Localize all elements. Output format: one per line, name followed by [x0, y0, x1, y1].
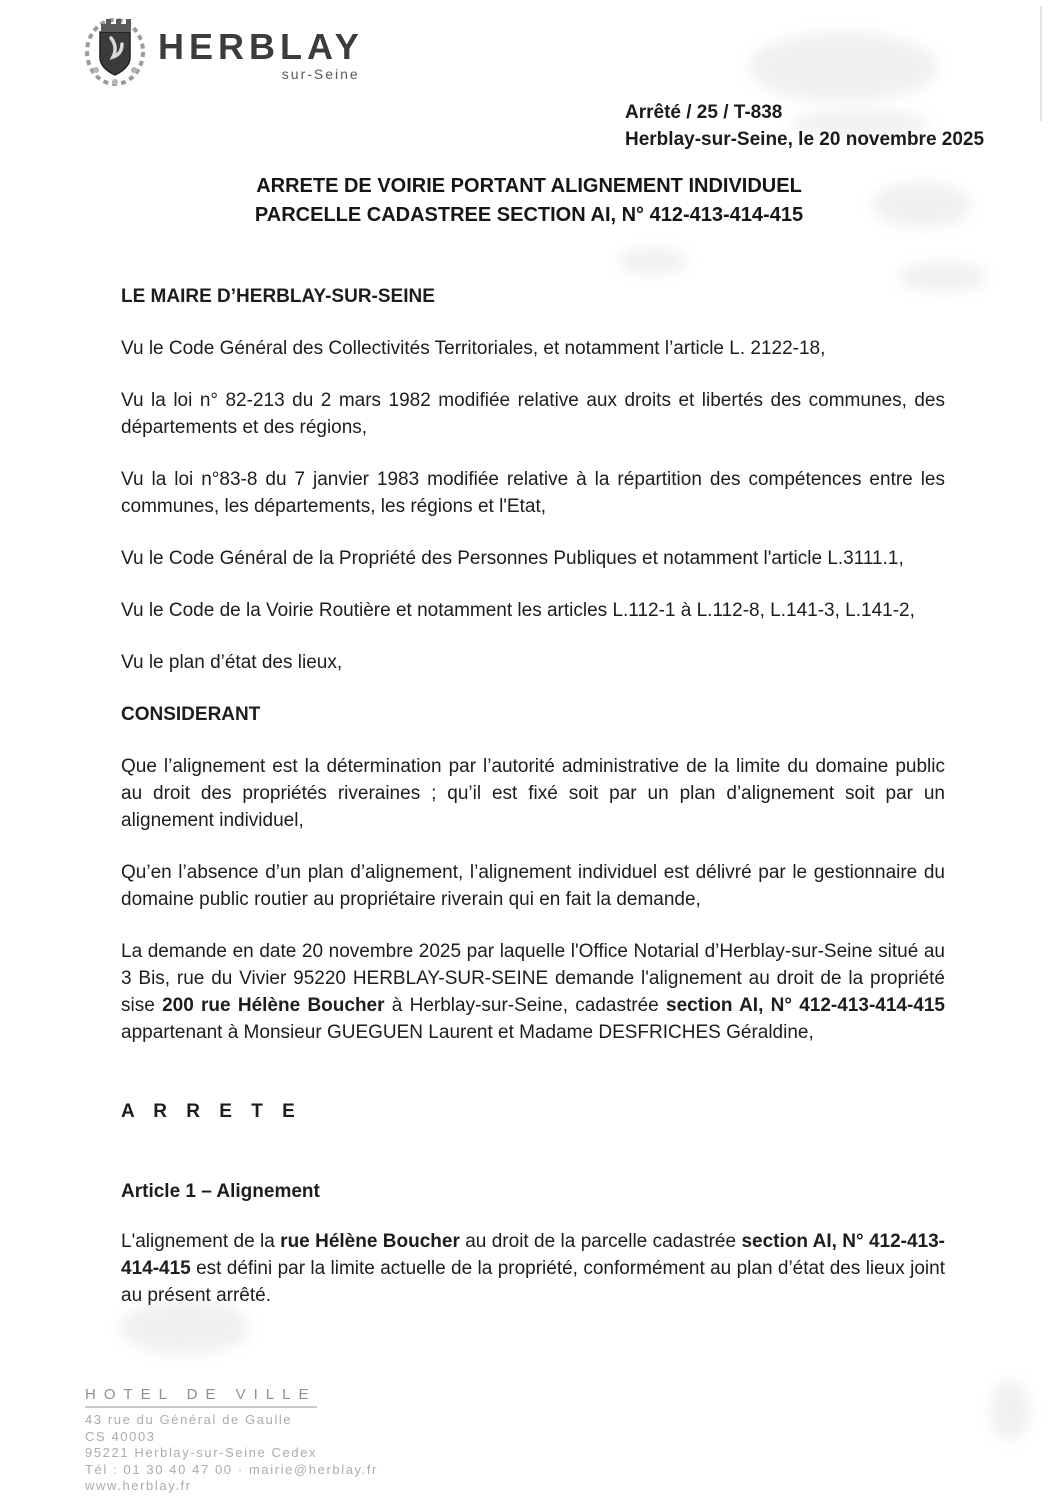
consideration-1: Que l’alignement est la détermination par l’autorité administrative de la limite du domaine public au droit des propriétés riveraines ; qu’il est fixé soit par un plan d’alignement soit par un alignement individuel,	[121, 756, 945, 831]
logo-subtitle: sur-Seine	[281, 66, 360, 82]
place-and-date: Herblay-sur-Seine, le 20 novembre 2025	[625, 129, 985, 150]
document-footer	[85, 1386, 378, 1495]
reference-block	[625, 99, 984, 153]
article1-body: L'alignement de la rue Hélène Boucher au droit de la parcelle cadastrée section AI, N° 412-413-414-415 est défini par la limite actuelle de la propriété, conformément au plan d’état des lieux joint au présent arrêté.	[121, 1231, 946, 1306]
demande-paragraph: La demande en date 20 novembre 2025 par laquelle l'Office Notarial d’Herblay-sur-Seine situé au 3 Bis, rue du Vivier 95220 HERBLAY-SUR-SEINE demande l'alignement au droit de la propriété sise 200 rue Hélène Boucher à Herblay-sur-Seine, cadastrée section AI, N° 412-413-414-415 appartenant à Monsieur GUEGUEN Laurent et Madame DESFRICHES Géraldine,	[121, 941, 945, 1043]
document-body	[121, 283, 945, 1334]
logo-text	[158, 26, 364, 82]
recital-5: Vu le Code de la Voirie Routière et notamment les articles L.112-1 à L.112-8, L.141-3, L.141-2,	[121, 600, 915, 621]
consideration-2: Qu’en l’absence d’un plan d’alignement, l’alignement individuel est délivré par le gestionnaire du domaine public routier au propriétaire riverain qui en fait la demande,	[121, 862, 945, 910]
scan-artifact	[748, 32, 938, 102]
footer-title: HOTEL DE VILLE	[85, 1386, 317, 1408]
footer-contact-line: Tél : 01 30 40 47 00 · mairie@herblay.fr	[85, 1461, 379, 1477]
logo-city-name: HERBLAY	[158, 26, 364, 67]
arrete-heading: A R R E T E	[121, 1101, 302, 1122]
document-title	[0, 172, 1058, 230]
herblay-coat-of-arms-icon	[84, 12, 146, 88]
footer-address-line3: 95221 Herblay-sur-Seine Cedex	[85, 1445, 318, 1460]
recital-1: Vu le Code Général des Collectivités Territoriales, et notamment l’article L. 2122-18,	[121, 338, 826, 359]
footer-website: www.herblay.fr	[85, 1478, 192, 1493]
scan-edge-line	[1040, 6, 1042, 121]
salutation: LE MAIRE D’HERBLAY-SUR-SEINE	[121, 286, 435, 307]
herblay-logo	[84, 12, 364, 88]
document-title-line1: ARRETE DE VOIRIE PORTANT ALIGNEMENT INDIVIDUEL	[256, 175, 802, 197]
recital-3: Vu la loi n°83-8 du 7 janvier 1983 modifiée relative à la répartition des compétences entre les communes, les départements, les régions et l'Etat,	[121, 469, 945, 517]
recital-4: Vu le Code Général de la Propriété des Personnes Publiques et notamment l'article L.3111.1,	[121, 548, 904, 569]
recital-2: Vu la loi n° 82-213 du 2 mars 1982 modifiée relative aux droits et libertés des communes, des départements et des régions,	[121, 390, 945, 438]
document-title-line2: PARCELLE CADASTREE SECTION AI, N° 412-413-414-415	[254, 204, 804, 226]
scan-artifact	[618, 248, 688, 274]
footer-address-line1: 43 rue du Général de Gaulle	[85, 1412, 293, 1427]
footer-address-line2: CS 40003	[85, 1428, 156, 1444]
recital-6: Vu le plan d’état des lieux,	[121, 652, 343, 673]
arrete-reference: Arrêté / 25 / T-838	[625, 102, 783, 123]
article1-heading: Article 1 – Alignement	[121, 1181, 320, 1202]
considerant-heading: CONSIDERANT	[121, 704, 261, 725]
scan-artifact	[990, 1380, 1030, 1440]
